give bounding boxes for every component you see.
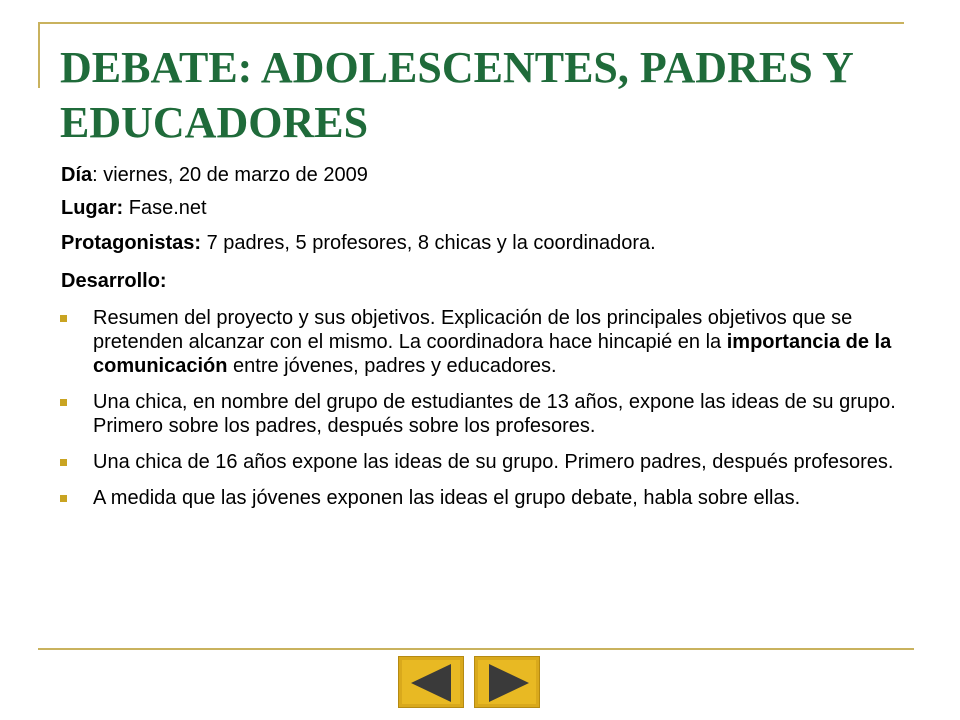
protagonists-value: 7 padres, 5 profesores, 8 chicas y la coordinadora.	[201, 232, 656, 254]
next-slide-button[interactable]	[474, 656, 540, 708]
day-label: Día	[61, 164, 93, 186]
list-item	[58, 450, 918, 474]
protagonists-line	[61, 231, 921, 255]
list-item-text: Una chica, en nombre del grupo de estudiantes de 13 años, expone las ideas de su grupo. Primero sobre los padres, después sobre los profesores.	[93, 391, 896, 437]
triangle-right-icon	[475, 657, 541, 709]
bullet-square-icon	[60, 399, 67, 406]
top-decoration-line	[38, 22, 904, 24]
development-label: Desarrollo:	[61, 270, 167, 292]
triangle-left-icon	[399, 657, 465, 709]
bottom-decoration-line	[38, 648, 914, 650]
previous-slide-button[interactable]	[398, 656, 464, 708]
place-value: Fase.net	[123, 197, 207, 219]
list-item-text: Una chica de 16 años expone las ideas de su grupo. Primero padres, después profesores.	[93, 451, 894, 473]
emphasis-text: importancia de la comunicación	[93, 331, 892, 377]
list-item	[58, 306, 918, 378]
day-line	[61, 163, 921, 187]
protagonists-label: Protagonistas:	[61, 232, 202, 254]
bullet-square-icon	[60, 315, 67, 322]
place-label: Lugar:	[61, 197, 124, 219]
day-value: : viernes, 20 de marzo de 2009	[92, 164, 368, 186]
left-decoration-line	[38, 22, 40, 88]
list-item-text: A medida que las jóvenes exponen las ideas el grupo debate, habla sobre ellas.	[93, 487, 801, 509]
development-line	[61, 269, 921, 293]
development-list	[58, 306, 918, 522]
bullet-square-icon	[60, 459, 67, 466]
slide-title: DEBATE: ADOLESCENTES, PADRES Y EDUCADORES	[60, 43, 853, 147]
list-item	[58, 390, 918, 438]
place-line	[61, 196, 921, 220]
bullet-square-icon	[60, 495, 67, 502]
list-item-text: Resumen del proyecto y sus objetivos. Explicación de los principales objetivos que se pretenden alcanzar con el mismo. La coordinadora hace hincapié en la importancia de la comunicación entre jóvenes, padres y educadores.	[93, 307, 892, 377]
list-item	[58, 486, 918, 510]
